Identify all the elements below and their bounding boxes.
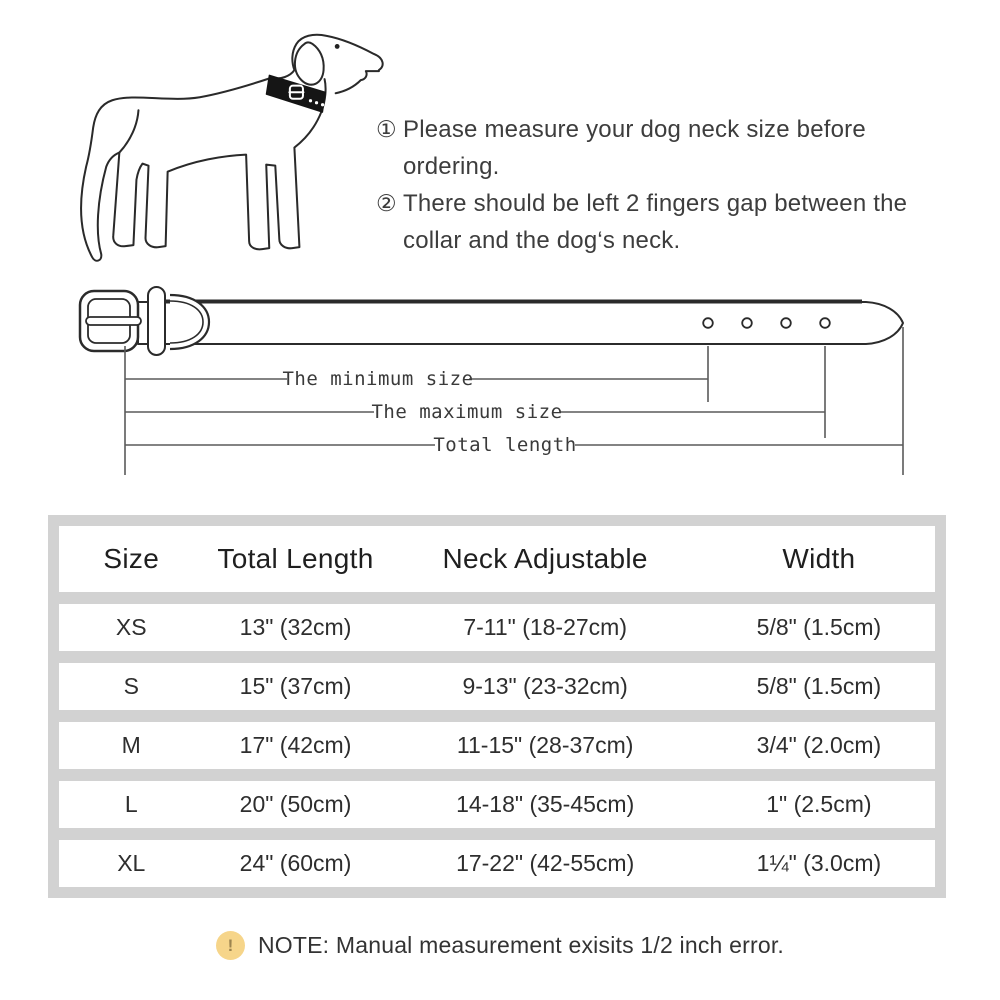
cell-neck-adjustable: 11-15" (28-37cm) bbox=[456, 732, 634, 758]
cell-neck-adjustable: 17-22" (42-55cm) bbox=[456, 850, 635, 876]
buckle-keeper bbox=[148, 287, 165, 355]
maximum-size-label: The maximum size bbox=[371, 401, 563, 423]
cell-total-length: 20" (50cm) bbox=[239, 791, 352, 817]
dog-ear bbox=[295, 42, 324, 84]
total-length-label: Total length bbox=[433, 434, 577, 456]
cell-size: S bbox=[123, 673, 139, 699]
instruction-item bbox=[376, 111, 954, 185]
dog-thigh-line bbox=[119, 110, 138, 152]
cell-total-length: 13" (32cm) bbox=[239, 614, 352, 640]
header-neck-adjustable: Neck Adjustable bbox=[442, 543, 648, 574]
cell-width: 1¼" (3.0cm) bbox=[756, 850, 882, 876]
note bbox=[0, 931, 1000, 960]
cell-width: 5/8" (1.5cm) bbox=[756, 614, 882, 640]
cell-width: 5/8" (1.5cm) bbox=[756, 673, 882, 699]
cell-size: L bbox=[124, 791, 138, 817]
dog-illustration bbox=[62, 12, 394, 270]
dog-collar-band bbox=[266, 75, 325, 112]
instruction-text: Please measure your dog neck size before ordering. bbox=[403, 116, 866, 180]
buckle-pin bbox=[86, 317, 141, 325]
note-text: NOTE: Manual measurement exisits 1/2 inch error. bbox=[257, 932, 785, 958]
cell-size: XL bbox=[117, 850, 146, 876]
cell-size: M bbox=[121, 732, 141, 758]
minimum-size-label: The minimum size bbox=[282, 368, 474, 390]
instruction-item bbox=[376, 185, 954, 259]
cell-size: XS bbox=[115, 614, 147, 640]
table-header-row bbox=[59, 526, 935, 592]
header-width: Width bbox=[782, 543, 856, 574]
cell-total-length: 15" (37cm) bbox=[239, 673, 352, 699]
circled-1-icon: ① bbox=[376, 116, 397, 142]
cell-neck-adjustable: 9-13" (23-32cm) bbox=[462, 673, 628, 699]
cell-width: 3/4" (2.0cm) bbox=[756, 732, 882, 758]
dog-jaw-line bbox=[336, 71, 379, 93]
instructions bbox=[376, 111, 954, 259]
table-row bbox=[59, 604, 935, 651]
table-row bbox=[59, 663, 935, 710]
cell-neck-adjustable: 7-11" (18-27cm) bbox=[463, 614, 627, 640]
cell-width: 1" (2.5cm) bbox=[766, 791, 872, 817]
header-total-length: Total Length bbox=[217, 543, 374, 574]
header-size: Size bbox=[103, 543, 160, 574]
exclamation-icon: ! bbox=[216, 931, 245, 960]
table-row bbox=[59, 840, 935, 887]
dog-body-outline bbox=[81, 35, 383, 261]
table-row bbox=[59, 722, 935, 769]
cell-total-length: 24" (60cm) bbox=[239, 850, 352, 876]
size-table bbox=[48, 515, 946, 898]
table-row bbox=[59, 781, 935, 828]
dog-eye bbox=[335, 44, 340, 49]
collar-measurement-diagram bbox=[0, 280, 1000, 480]
cell-total-length: 17" (42cm) bbox=[239, 732, 352, 758]
instruction-text: There should be left 2 fingers gap between the collar and the dog‘s neck. bbox=[403, 190, 908, 254]
circled-2-icon: ② bbox=[376, 190, 397, 216]
cell-neck-adjustable: 14-18" (35-45cm) bbox=[456, 791, 635, 817]
